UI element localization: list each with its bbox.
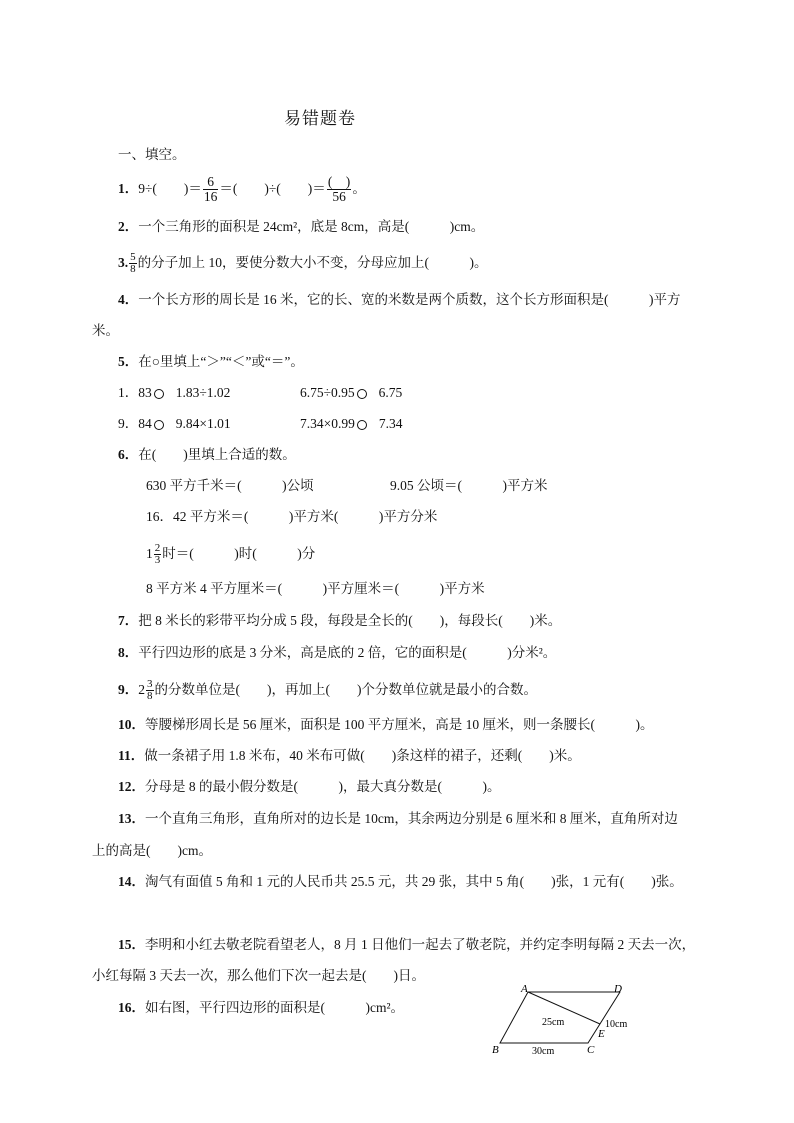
- question-5: 5．在○里填上“＞”“＜”或“＝”。: [118, 354, 304, 369]
- question-2: 2．一个三角形的面积是 24cm²，底是 8cm，高是( )cm。: [118, 219, 485, 234]
- question-8: 8．平行四边形的底是 3 分米，高是底的 2 倍，它的面积是( )分米²。: [118, 645, 557, 660]
- question-12: 12．分母是 8 的最小假分数是( )，最大真分数是( )。: [118, 779, 501, 794]
- label-bc-length: 30cm: [532, 1046, 555, 1057]
- question-4: 4．一个长方形的周长是 16 米，它的长、宽的米数是两个质数，这个长方形面积是( )平方: [118, 292, 681, 307]
- fraction: $\frac{6}{16}$: [203, 174, 218, 205]
- compare-row-2: 9．84 9.84×1.01: [118, 416, 231, 431]
- question-6: 6．在( )里填上合适的数。: [118, 447, 296, 462]
- q6-line-3: 1 $\frac{2}{3}$ 时＝( )时( )分: [146, 542, 316, 567]
- question-9: 9．2 $\frac{3}{8}$ 的分数单位是( )，再加上( )个分数单位就是最小的合数。: [118, 678, 537, 703]
- section-heading: 一、填空。: [118, 147, 186, 162]
- question-1: 1．9÷( )＝ $\frac{6}{16}$ ＝( )÷( )＝ $\frac{( )}{56}$ 。: [118, 174, 366, 205]
- fraction: $\frac{3}{8}$: [147, 678, 153, 703]
- question-16: 16．如右图，平行四边形的面积是( )cm²。: [118, 1000, 405, 1015]
- question-13: 13．一个直角三角形，直角所对的边长是 10cm，其余两边分别是 6 厘米和 8 厘米，直角所对边: [118, 811, 678, 826]
- question-4-cont: 米。: [92, 323, 119, 338]
- q6-line-4: 8 平方米 4 平方厘米＝( )平方厘米＝( )平方米: [146, 581, 485, 596]
- page-title: 易错题卷: [284, 109, 356, 128]
- q6-line-1a: 630 平方千米＝( )公顷: [146, 478, 314, 493]
- question-3: 3. $\frac{5}{8}$ 的分子加上 10，要使分数大小不变，分母应加上( )。: [118, 251, 488, 276]
- compare-row-1b: 6.75÷0.95 6.75: [300, 385, 403, 400]
- label-b: B: [492, 1044, 499, 1056]
- label-a: A: [521, 983, 528, 995]
- circle-blank-icon: [357, 420, 367, 430]
- fraction: $\frac{( )}{56}$: [327, 174, 351, 205]
- question-14: 14．淘气有面值 5 角和 1 元的人民币共 25.5 元，共 29 张，其中 5 角( )张，1 元有( )张。: [118, 874, 683, 889]
- label-d: D: [614, 983, 622, 995]
- label-ae-length: 25cm: [542, 1017, 565, 1028]
- compare-row-1: 1．83 1.83÷1.02: [118, 385, 231, 400]
- question-15: 15．李明和小红去敬老院看望老人，8 月 1 日他们一起去了敬老院，并约定李明每隔 2 天去一次，: [118, 937, 696, 952]
- question-11: 11．做一条裙子用 1.8 米布，40 米布可做( )条这样的裙子，还剩( )米。: [118, 748, 581, 763]
- circle-blank-icon: [154, 389, 164, 399]
- q6-line-1b: 9.05 公顷＝( )平方米: [390, 478, 548, 493]
- circle-blank-icon: [357, 389, 367, 399]
- q6-line-2: 16．42 平方米＝( )平方米( )平方分米: [146, 509, 438, 524]
- question-10: 10．等腰梯形周长是 56 厘米，面积是 100 平方厘米，高是 10 厘米，则一条腰长( )。: [118, 717, 654, 732]
- question-15-cont: 小红每隔 3 天去一次，那么他们下次一起去是( )日。: [92, 968, 425, 983]
- question-7: 7．把 8 米长的彩带平均分成 5 段，每段是全长的( )，每段长( )米。: [118, 613, 562, 628]
- fraction: $\frac{5}{8}$: [130, 251, 136, 276]
- parallelogram-figure: [488, 980, 648, 1060]
- label-c: C: [587, 1044, 595, 1056]
- circle-blank-icon: [154, 420, 164, 430]
- fraction: $\frac{2}{3}$: [154, 542, 161, 567]
- label-e: E: [598, 1028, 605, 1040]
- label-de-length: 10cm: [605, 1019, 628, 1030]
- question-13-cont: 上的高是( )cm。: [92, 843, 212, 858]
- question-number: 1．: [118, 181, 139, 196]
- compare-row-2b: 7.34×0.99 7.34: [300, 416, 403, 431]
